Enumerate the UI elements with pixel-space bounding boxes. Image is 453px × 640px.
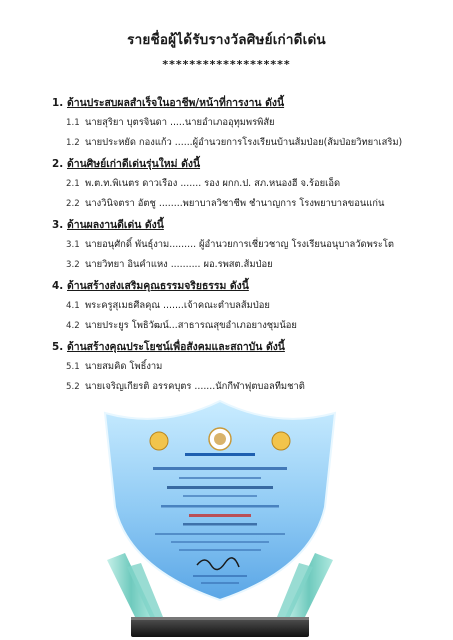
section-title: ด้านสร้างส่งเสริมคุณธรรมจริยธรรม ดังนี้ (67, 280, 249, 292)
item-text: นายประยูร โพธิวัฒน์...สาธารณสุขอำเภอยางชุมน้อย (85, 320, 297, 331)
section-heading (52, 276, 447, 296)
award-section (52, 276, 447, 336)
item-text: พ.ต.ท.พิเนตร ดาวเรือง ....... รอง ผกก.ป. สภ.หนองฮี จ.ร้อยเอ็ด (85, 178, 341, 189)
item-text: นายเจริญเกียรติ อรรคบุตร .......นักกีฬาฟุตบอลทีมชาติ (85, 381, 305, 392)
item-number: 4.1 (66, 301, 80, 311)
list-item (52, 357, 447, 377)
list-item (52, 235, 447, 255)
item-text: พระครูสุเมธศีลคุณ .......เจ้าคณะตำบลส้มป่อย (85, 300, 270, 311)
item-number: 1.1 (66, 118, 80, 128)
item-text: นายประหยัด กองแก้ว ......ผู้อำนวยการโรงเรียนบ้านส้มป่อย(ส้มป่อยวิทยาเสริม) (85, 137, 403, 148)
section-number: 3. (52, 219, 64, 231)
section-heading (52, 215, 447, 235)
item-text: นายอนุศักดิ์ พันธุ์งาม......... ผู้อำนวยการเชี่ยวชาญ โรงเรียนอนุบาลวัดพระโต (85, 239, 394, 250)
award-plaque-icon (97, 395, 343, 640)
section-title: ด้านผลงานดีเด่น ดังนี้ (67, 219, 164, 231)
section-heading (52, 154, 447, 174)
item-number: 3.1 (66, 240, 80, 250)
list-item (52, 133, 447, 153)
award-section (52, 215, 447, 275)
list-item (52, 296, 447, 316)
list-item (52, 113, 447, 133)
section-number: 1. (52, 97, 64, 109)
page-title: รายชื่อผู้ได้รับรางวัลศิษย์เก่าดีเด่น (127, 32, 326, 48)
section-number: 2. (52, 158, 64, 170)
item-text: นายสมคิด โพธิ์งาม (85, 361, 163, 372)
item-number: 5.2 (66, 382, 80, 392)
section-number: 5. (52, 341, 64, 353)
award-section (52, 154, 447, 214)
award-section (52, 337, 447, 397)
list-item (52, 377, 447, 397)
section-heading (52, 337, 447, 357)
item-number: 1.2 (66, 138, 80, 148)
section-heading (52, 93, 447, 113)
item-text: นายสุริยา บุตรจินดา .....นายอำเภออุทุมพรพิสัย (85, 117, 275, 128)
item-text: นางวินิจตรา อัตชู ........พยาบาลวิชาชีพ ชำนาญการ โรงพยาบาลขอนแก่น (85, 198, 385, 209)
list-item (52, 194, 447, 214)
item-text: นายวิทยา อินคำแหง .......... ผอ.รพสต.ส้มป่อย (85, 259, 273, 270)
list-item (52, 316, 447, 336)
title-divider-stars: ******************* (162, 58, 291, 71)
section-title: ด้านประสบผลสำเร็จในอาชีพ/หน้าที่การงาน ดังนี้ (67, 97, 285, 109)
section-number: 4. (52, 280, 64, 292)
list-item (52, 174, 447, 194)
list-item (52, 255, 447, 275)
item-number: 4.2 (66, 321, 80, 331)
item-number: 2.2 (66, 199, 80, 209)
section-title: ด้านศิษย์เก่าดีเด่นรุ่นใหม่ ดังนี้ (67, 158, 201, 170)
award-sections (52, 93, 447, 398)
award-section (52, 93, 447, 153)
section-title: ด้านสร้างคุณประโยชน์เพื่อสังคมและสถาบัน ดังนี้ (67, 341, 285, 353)
item-number: 3.2 (66, 260, 80, 270)
item-number: 5.1 (66, 362, 80, 372)
item-number: 2.1 (66, 179, 80, 189)
